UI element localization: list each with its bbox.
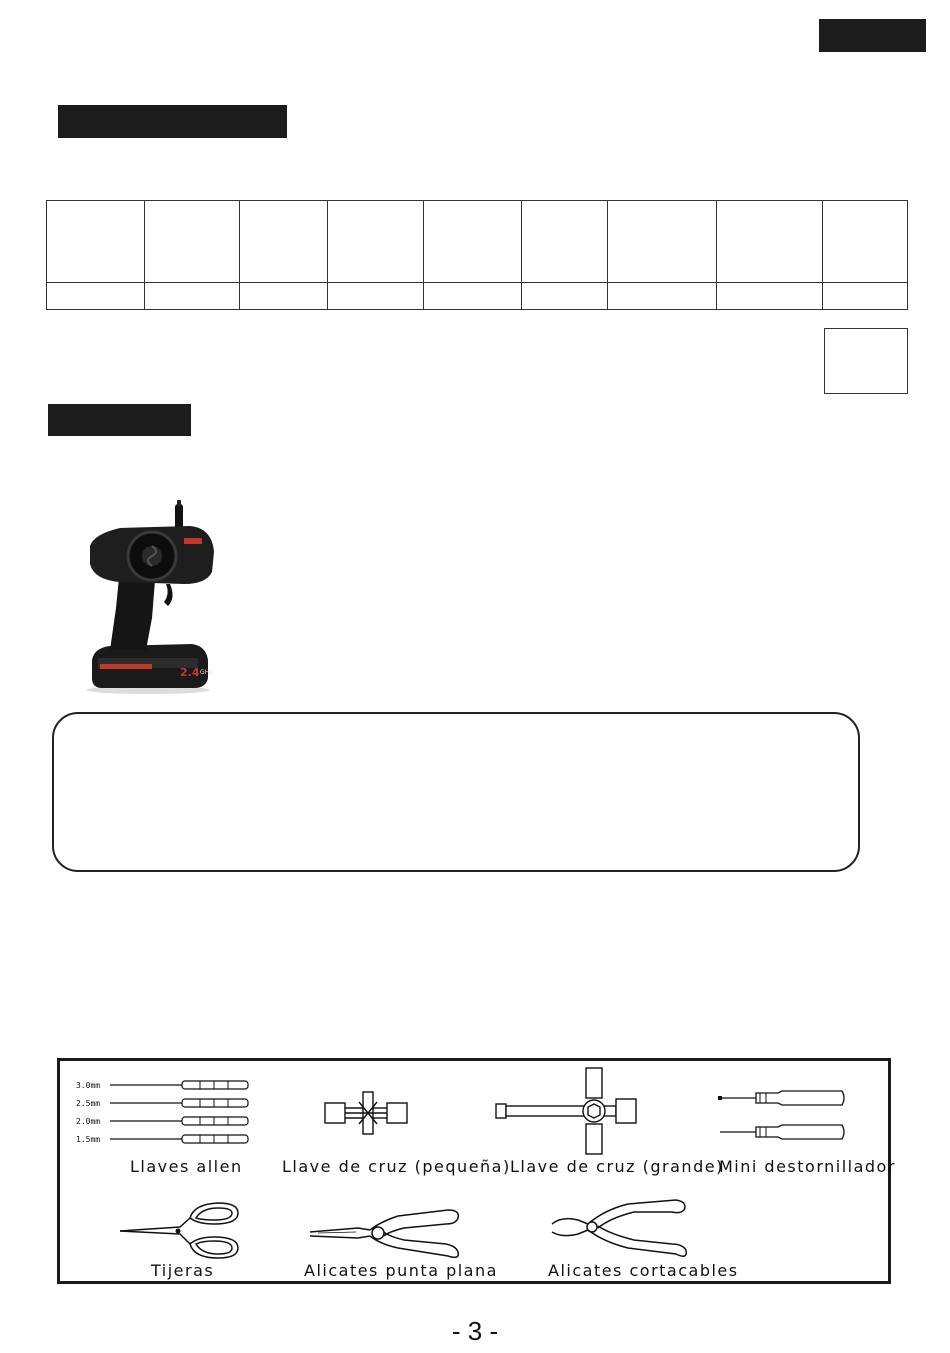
empty-box: [824, 328, 908, 394]
table-cell: [240, 282, 328, 309]
transmitter-badge-unit: GHz: [200, 669, 213, 676]
tool-label-mini-screwdriver: Mini destornillador: [719, 1157, 896, 1176]
table-header-cell: [522, 201, 608, 283]
flat-nose-pliers-icon: [308, 1208, 464, 1264]
tool-label-allen-keys: Llaves allen: [130, 1157, 243, 1176]
allen-key-size: 1.5mm: [76, 1135, 101, 1144]
wire-cutters-icon: [548, 1198, 692, 1262]
table-header-cell: [328, 201, 424, 283]
tool-label-flat-nose-pliers: Alicates punta plana: [304, 1261, 498, 1280]
allen-key-size: 2.0mm: [76, 1117, 101, 1126]
section-title-bar-specifications: [58, 105, 287, 138]
table-cell: [823, 282, 908, 309]
table-cell: [424, 282, 522, 309]
section-title-bar-contents: [48, 404, 191, 436]
transmitter-image: [80, 498, 215, 696]
tool-label-cross-wrench-large: Llave de cruz (grande): [510, 1157, 724, 1176]
scissors-icon: [118, 1200, 242, 1260]
table-header-row: [47, 201, 908, 283]
cross-wrench-small-icon: [323, 1090, 409, 1136]
table-header-cell: [717, 201, 823, 283]
table-cell: [145, 282, 240, 309]
cross-wrench-large-icon: [494, 1066, 640, 1158]
table-header-cell: [424, 201, 522, 283]
table-header-cell: [823, 201, 908, 283]
table-cell: [328, 282, 424, 309]
page-number: - 3 -: [451, 1316, 499, 1346]
table-cell: [522, 282, 608, 309]
table-header-cell: [47, 201, 145, 283]
table-header-cell: [240, 201, 328, 283]
tool-label-wire-cutters: Alicates cortacables: [548, 1261, 739, 1280]
table-header-cell: [608, 201, 717, 283]
tool-label-cross-wrench-small: Llave de cruz (pequeña): [282, 1157, 511, 1176]
table-cell: [47, 282, 145, 309]
specifications-table: [46, 200, 908, 310]
section-language-bar: [819, 19, 926, 52]
note-box: [52, 712, 860, 872]
mini-screwdriver-icon: [718, 1086, 848, 1148]
allen-keys-icon: [74, 1078, 254, 1146]
table-cell: [608, 282, 717, 309]
allen-key-size: 2.5mm: [76, 1099, 101, 1108]
transmitter-badge: 2.4: [180, 666, 200, 679]
table-cell: [717, 282, 823, 309]
table-header-cell: [145, 201, 240, 283]
table-row: [47, 282, 908, 309]
allen-key-size: 3.0mm: [76, 1081, 101, 1090]
tool-label-scissors: Tijeras: [151, 1261, 215, 1280]
